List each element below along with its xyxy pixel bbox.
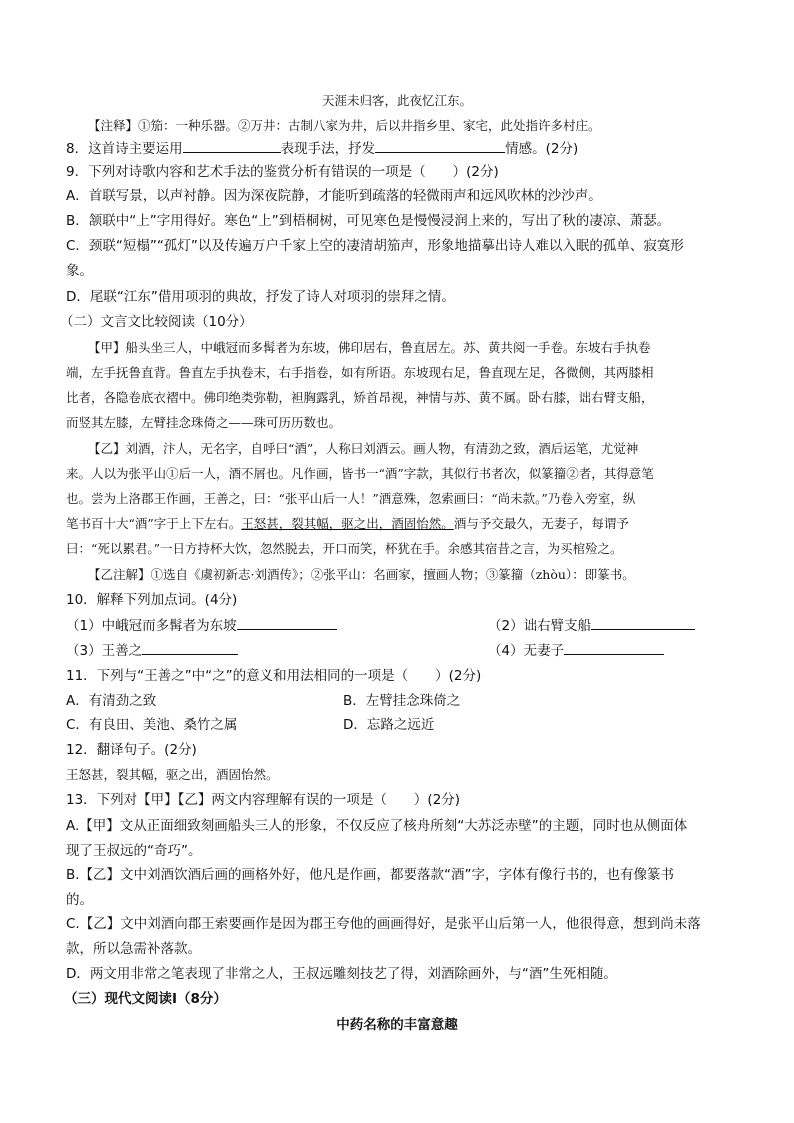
q13-option-b-cont: 的。 xyxy=(66,892,93,908)
question-9-stem: 9．下列对诗歌内容和艺术手法的鉴赏分析有错误的一项是（ ）(2分) xyxy=(66,164,499,180)
q10-blank-2[interactable] xyxy=(591,617,695,630)
q13-option-c-cont: 款，所以急需补落款。 xyxy=(66,941,201,957)
q10-item-2 xyxy=(488,617,695,635)
q13-option-a: A.【甲】文从正面细致刻画船头三人的形象，不仅反应了核舟所刻“大苏泛赤壁”的主题，同时也从侧面体 xyxy=(66,818,688,834)
question-9-option-a: A．首联写景，以声衬静。因为深夜院静，才能听到疏落的轻微雨声和远风吹林的沙沙声。 xyxy=(66,188,602,204)
yi-annotation: 【乙注解】①选自《虞初新志·刘酒传》；②张平山：名画家，擅画人物；③篆籀（zhòu）：即篆书。 xyxy=(88,567,635,582)
question-10-stem: 10．解释下列加点词。(4分) xyxy=(66,592,238,608)
q13-option-d: D．两文用非常之笔表现了非常之人，王叔远雕刻技艺了得，刘酒除画外，与“酒”生死相随。 xyxy=(66,966,617,982)
q10-item-2-text: （2）诎右臂支船 xyxy=(488,618,592,634)
q11-option-d: D．忘路之远近 xyxy=(343,717,435,733)
passage-jia-line-2: 端，左手抚鲁直背。鲁直左手执卷末，右手指卷，如有所语。东坡现右足，鲁直现左足，各微侧，其两膝相 xyxy=(66,365,654,380)
q8-part3: 情感。(2分) xyxy=(505,141,579,157)
q8-part2: 表现手法，抒发 xyxy=(280,141,376,157)
q10-blank-4[interactable] xyxy=(564,642,664,655)
question-9-option-d: D．尾联“江东”借用项羽的典故，抒发了诗人对项羽的崇拜之情。 xyxy=(66,289,455,305)
question-9-option-c: C．颈联“短榻”“孤灯”以及传遍万户千家上空的凄清胡笳声，形象地描摹出诗人难以入眠的孤单、寂寞形 xyxy=(66,238,684,254)
passage-jia-line-4: 而竖其左膝，左臂挂念珠倚之——珠可历历数也。 xyxy=(66,415,342,430)
passage-yi-line-1: 【乙】刘酒，汴人，无名字，自呼曰“酒”，人称曰刘酒云。画人物，有清劲之致，酒后运笔，尤觉神 xyxy=(88,441,639,456)
q11-option-c: C．有良田、美池、桑竹之属 xyxy=(66,717,238,733)
question-11-stem: 11．下列与“王善之”中“之”的意义和用法相同的一项是（ ）(2分) xyxy=(66,668,482,684)
passage-yi-line-5: 曰：“死以累君。”一日方持杯大饮，忽然脱去，开口而笑，杯犹在手。余感其宿昔之言，为买棺殓之。 xyxy=(66,541,623,556)
q10-blank-1[interactable] xyxy=(237,617,337,630)
question-13-stem: 13．下列对【甲】【乙】两文内容理解有误的一项是（ ）(2分) xyxy=(66,792,461,808)
passage-jia-line-3: 比者，各隐卷底衣褶中。佛印绝类弥勒，袒胸露乳，矫首昂视，神情与苏、黄不属。卧右膝，诎右臂支船， xyxy=(66,390,654,405)
q10-item-3-text: （3）王善之 xyxy=(66,643,143,659)
q11-option-a: A．有清劲之致 xyxy=(66,693,157,709)
passage-yi-line-3: 也。尝为上洛郡王作画，王善之，曰：“张平山后一人！”酒意殊，忽索画曰：“尚未款。”乃卷入旁室，纵 xyxy=(66,491,636,506)
q8-part1: 8．这首诗主要运用 xyxy=(66,141,183,157)
q8-blank-1[interactable] xyxy=(183,140,281,153)
q10-blank-3[interactable] xyxy=(142,642,238,655)
poem-last-line: 天涯未归客，此夜忆江东。 xyxy=(321,93,472,108)
q11-option-b: B．左臂挂念珠倚之 xyxy=(343,693,461,709)
q10-item-4 xyxy=(488,642,664,660)
yi-line-4-head: 笔书百十大“酒”字于上下左右。 xyxy=(66,516,242,531)
section-2-title: （二）文言文比较阅读（10分） xyxy=(60,314,253,330)
q13-option-a-cont: 现了王叔远的“奇巧”。 xyxy=(66,843,202,859)
q13-option-b: B.【乙】文中刘酒饮酒后画的画格外好，他凡是作画，都要落款“酒”字，字体有像行书的，也有像篆书 xyxy=(66,867,675,883)
passage-yi-line-2: 来。人以为张平山①后一人，酒不屑也。凡作画，皆书一“酒”字款，其似行书者次，似篆籀②者，其得意笔 xyxy=(66,466,654,481)
question-8 xyxy=(66,140,732,158)
passage-yi-line-4 xyxy=(66,515,732,533)
yi-line-4-tail: 酒与予交最久，无妻子，每谓予 xyxy=(453,516,629,531)
article-title: 中药名称的丰富意趣 xyxy=(336,1017,458,1033)
yi-underlined-sentence: 王怒甚，裂其幅，驱之出，酒固怡然。 xyxy=(241,516,454,531)
passage-jia-line-1: 【甲】船头坐三人，中峨冠而多髯者为东坡，佛印居右，鲁直居左。苏、黄共阅一手卷。东坡右手执卷 xyxy=(88,340,651,355)
q13-option-c: C.【乙】文中刘酒向郡王索要画作是因为郡王夸他的画画得好，是张平山后第一人，他很得意，想到尚未落 xyxy=(66,916,701,932)
poem-note: 【注释】①笳：一种乐器。②万井：古制八家为井，后以井指乡里、家宅，此处指许多村庄。 xyxy=(88,118,601,133)
q10-item-4-text: （4）无妻子 xyxy=(488,643,565,659)
section-3-title: （三）现代文阅读Ⅰ（8分） xyxy=(64,991,227,1007)
q8-blank-2[interactable] xyxy=(375,140,505,153)
question-9-option-b: B．颔联中“上”字用得好。寒色“上”到梧桐树，可见寒色是慢慢浸润上来的，写出了秋的凄凉、萧瑟。 xyxy=(66,213,671,229)
q12-sentence: 王怒甚，裂其幅，驱之出，酒固怡然。 xyxy=(66,767,279,782)
q10-item-1-text: （1）中峨冠而多髯者为东坡 xyxy=(66,618,237,634)
question-9-option-c-cont: 象。 xyxy=(66,263,93,279)
question-12-stem: 12．翻译句子。(2分) xyxy=(66,742,197,758)
